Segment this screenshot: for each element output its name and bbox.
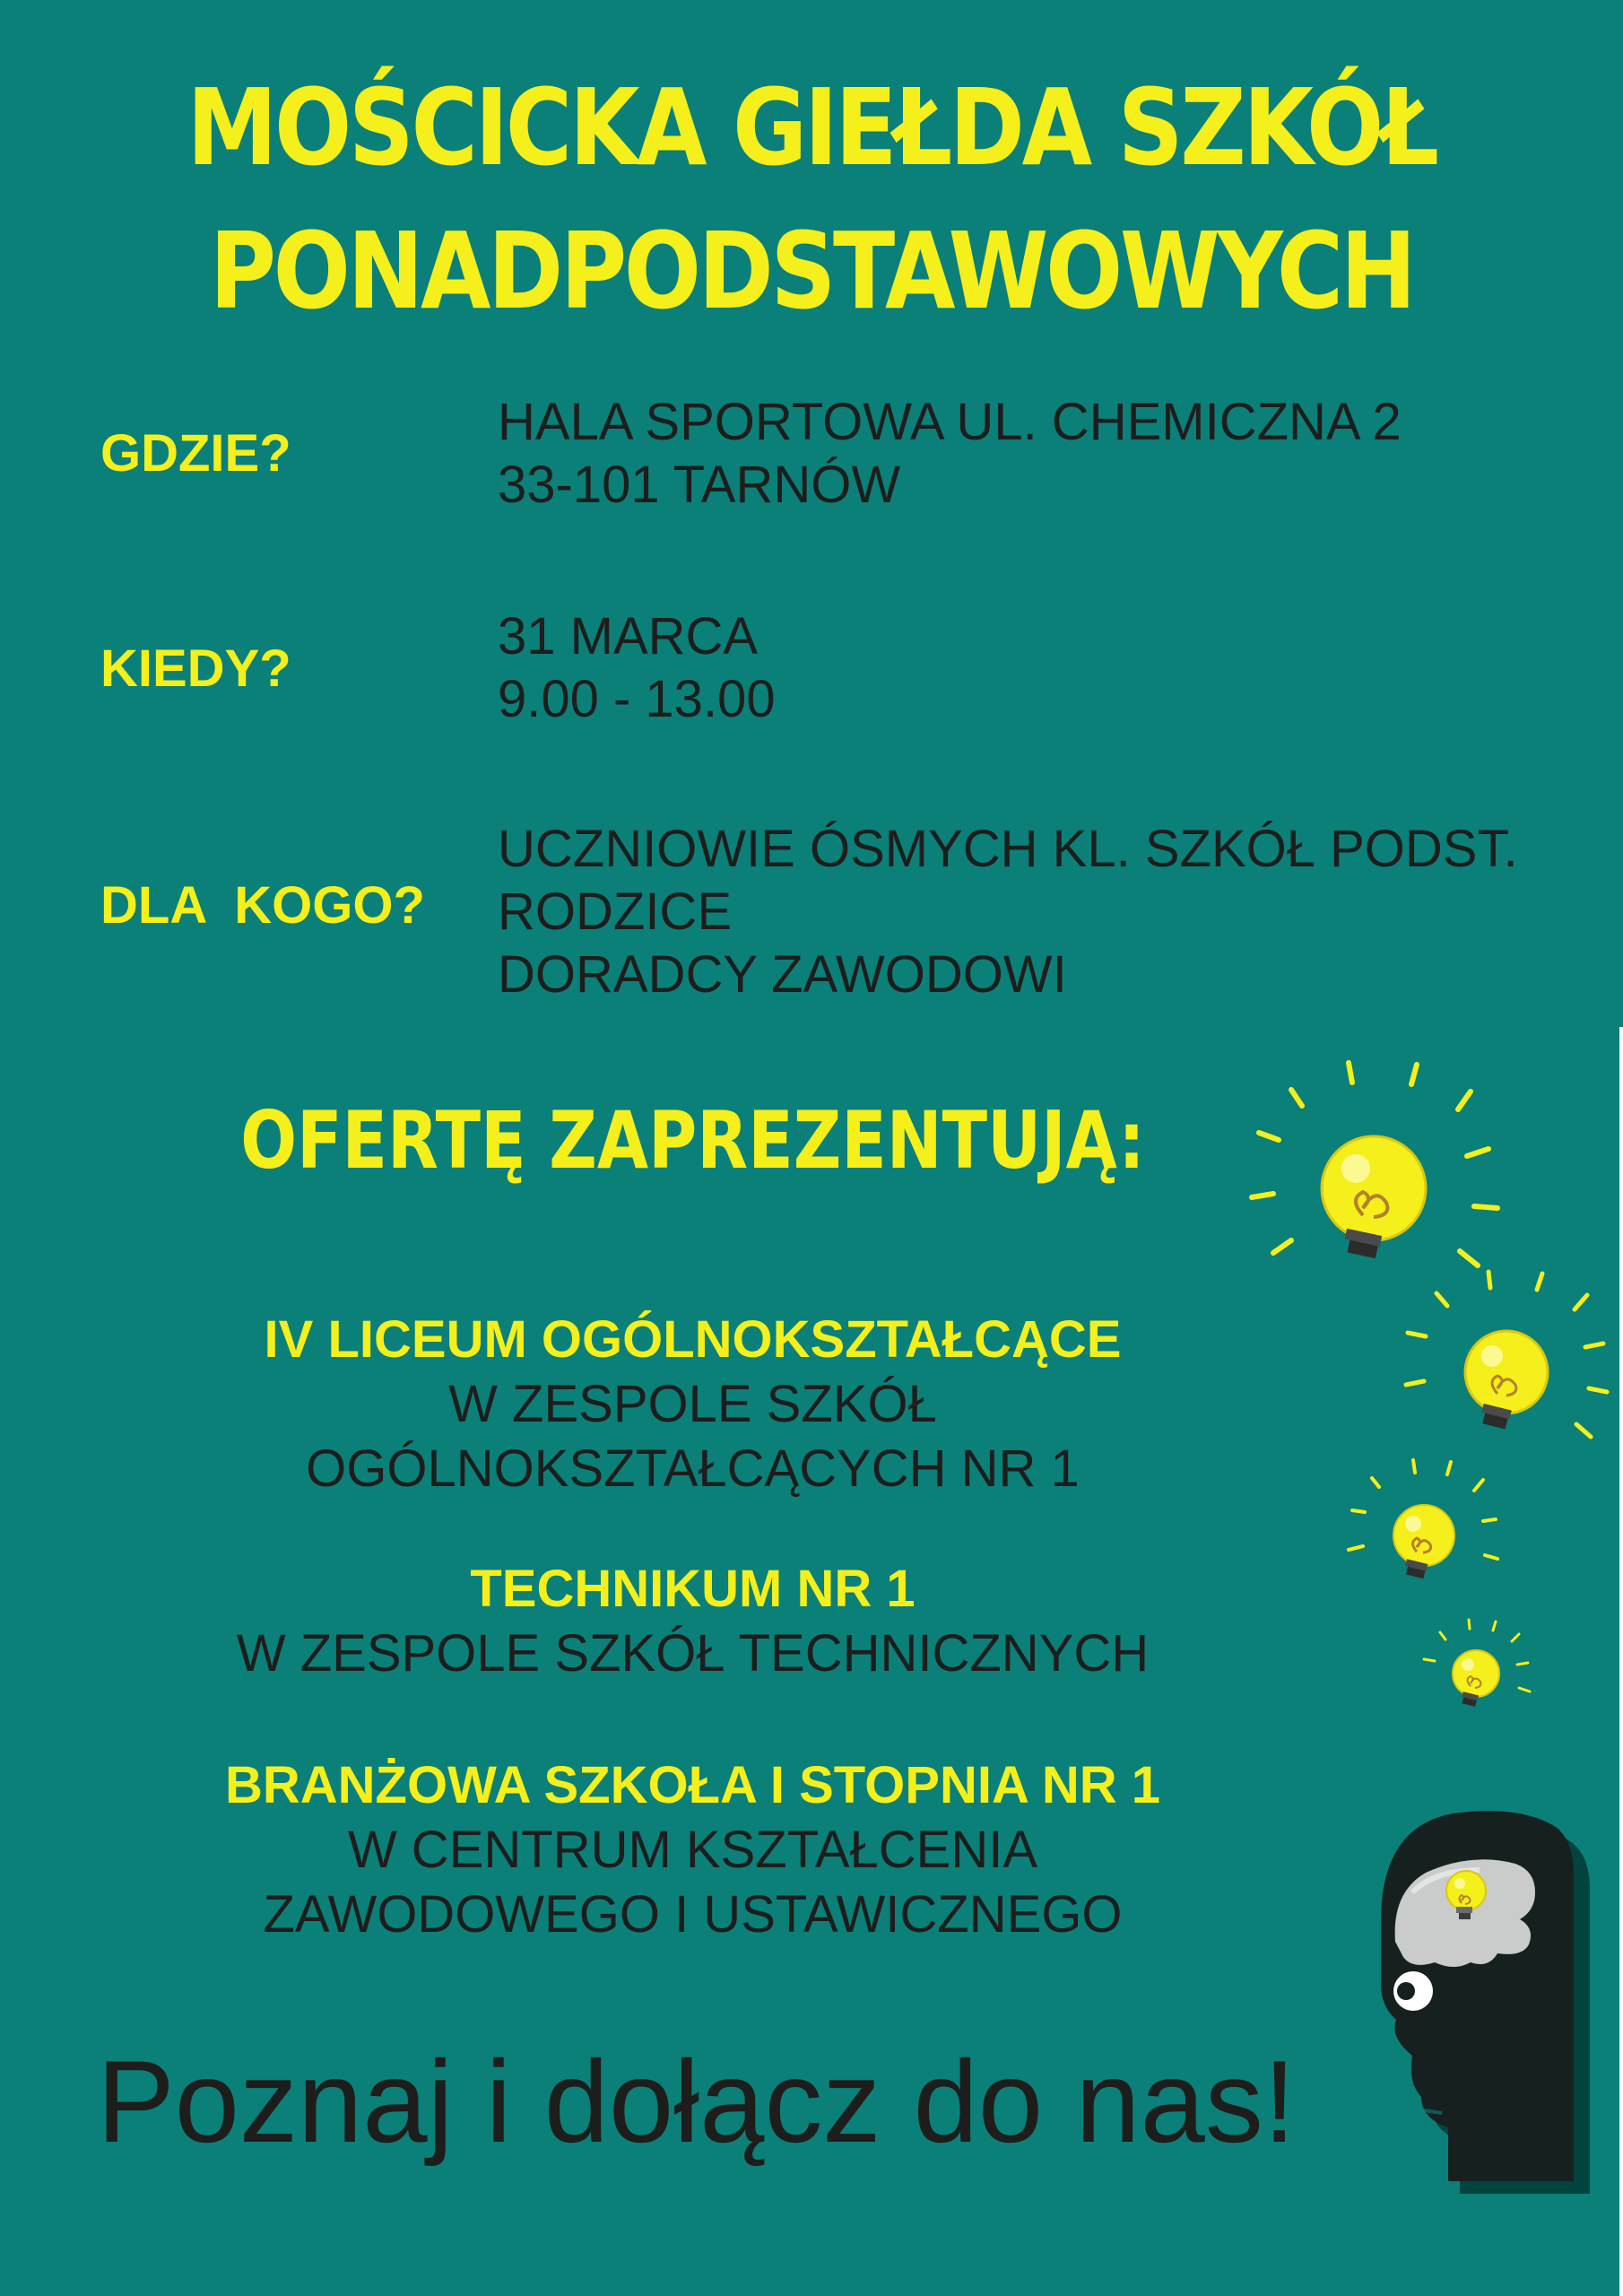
school-location-line: W CENTRUM KSZTAŁCENIA [347,1821,1038,1879]
school-location-line: ZAWODOWEGO I USTAWICZNEGO [263,1885,1123,1944]
school-name: BRANŻOWA SZKOŁA I STOPNIA NR 1 [225,1756,1160,1814]
school-location-line: OGÓLNOKSZTAŁCĄCYCH NR 1 [306,1439,1080,1498]
who-line-3: DORADCY ZAWODOWI [498,945,1067,1004]
school-name: TECHNIKUM NR 1 [470,1560,916,1618]
light-bulb-icon [1349,1460,1497,1578]
who-line-2: RODZICE [498,883,732,941]
title-line-2: PONADPODSTAWOWYCH [209,209,1414,333]
when-line-1: 31 MARCA [498,607,759,665]
when-label: KIEDY? [100,639,291,698]
light-bulb-icon [1406,1272,1607,1437]
where-line-1: HALA SPORTOWA UL. CHEMICZNA 2 [498,393,1402,451]
title-line-1: MOŚCICKA GIEŁDA SZKÓŁ [187,65,1436,189]
school-name: IV LICEUM OGÓLNOKSZTAŁCĄCE [264,1310,1122,1369]
head-with-bulb-icon [1381,1811,1590,2194]
who-line-1: UCZNIOWIE ÓSMYCH KL. SZKÓŁ PODST. [498,820,1518,878]
offer-heading: OFERTĘ ZAPREZENTUJĄ: [240,1094,1145,1187]
school-location-line: W ZESPOLE SZKÓŁ TECHNICZNYCH [236,1624,1150,1683]
school-location-line: W ZESPOLE SZKÓŁ [448,1375,937,1433]
light-bulb-icon [1424,1620,1530,1707]
where-label: GDZIE? [100,424,291,483]
when-line-2: 9.00 - 13.00 [498,670,776,728]
light-bulb-icon [1252,1063,1497,1265]
slogan: Poznaj i dołącz do nas! [97,2036,1296,2167]
who-label: DLA KOGO? [100,876,425,935]
where-line-2: 33-101 TARNÓW [498,456,901,514]
